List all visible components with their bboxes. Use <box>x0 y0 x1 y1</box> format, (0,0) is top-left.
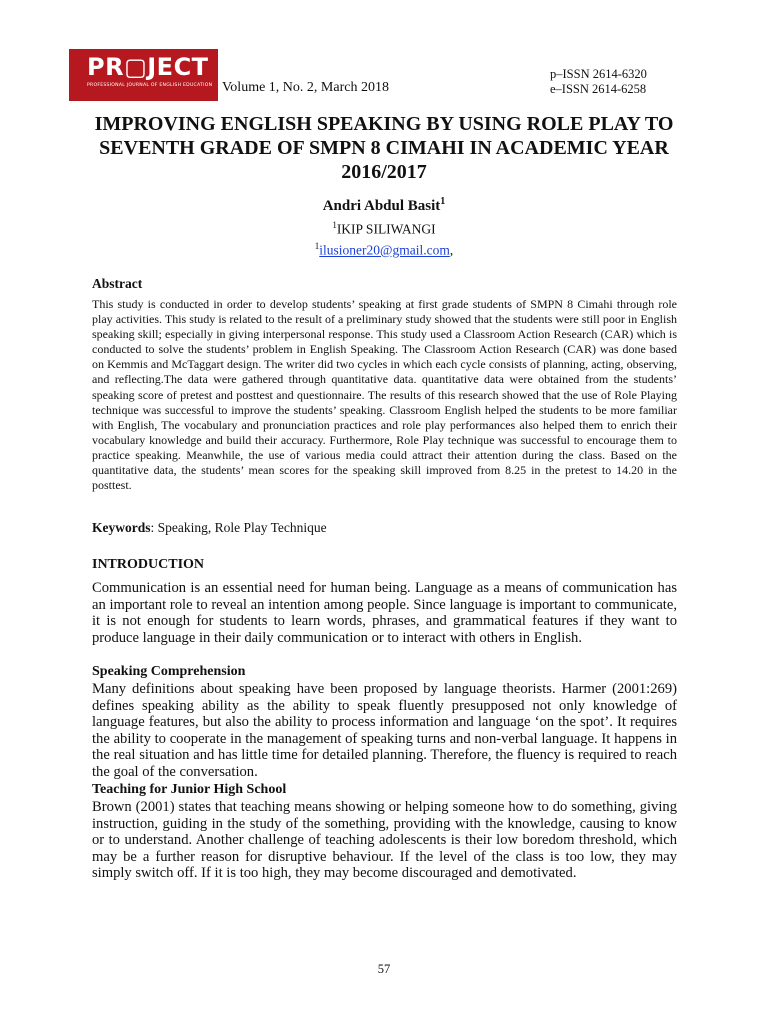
logo-tagline: PROFESSIONAL JOURNAL OF ENGLISH EDUCATION <box>87 83 213 88</box>
author-superscript: 1 <box>440 196 446 207</box>
abstract-body: This study is conducted in order to develop students’ speaking at first grade students of SMPN 8 Cimahi through role play activities. This study is related to the result of a preliminary study showed that the students were still poor in English speaking skill; especially in giving interpersonal response. This study used a Classroom Action Research (CAR) which is conducted to solve the students’ problem in English Speaking. The Classroom Action Research (CAR) was done based on Kemmis and McTaggart design. The writer did two cycles in which each cycle consists of planning, acting, observing, and reflecting.The data were gathered through quantitative data. quantitative data were obtained from the students’ speaking score of pretest and posttest and questionnaire. The results of this research showed that the use of Role Playing technique was successful to improve the students’ speaking. Classroom English helped the students to be more familiar with English, The vocabulary and pronunciation practices and role play performances also helped them to enrich their vocabulary knowledge and build their accuracy. Furthermore, Role Play technique was successful to encourage them to practice speaking. Meanwhile, the use of various media could attract their attention during the class. Based on the quantitative data, the students’ mean scores for the speaking skill improved from 8.25 in the pretest to 14.20 in the posttest. <box>92 297 677 493</box>
introduction-paragraph-1: Communication is an essential need for human being. Language as a means of communication has an important role to reveal an intention among people. Since language is important to communicate, it is not enough for students to learn words, phrases, and grammatical features if they want to produce language in their daily communication or to interact with others in English. <box>92 580 677 646</box>
keywords-line <box>92 520 327 536</box>
keywords-label: Keywords <box>92 520 151 535</box>
issn-block <box>550 67 647 97</box>
affiliation: IKIP SILIWANGI <box>336 221 436 237</box>
volume-info: Volume 1, No. 2, March 2018 <box>222 80 389 95</box>
affiliation-superscript: 1 <box>332 220 337 230</box>
page-number: 57 <box>377 962 391 976</box>
journal-logo <box>69 49 218 101</box>
affiliation-line <box>0 220 768 238</box>
email-superscript: 1 <box>314 241 320 251</box>
p-issn: p–ISSN 2614-6320 <box>550 67 647 81</box>
keywords-value: : Speaking, Role Play Technique <box>150 520 327 535</box>
speaking-comprehension-paragraph: Many definitions about speaking have been proposed by language theorists. Harmer (2001:269) defines speaking ability as the ability to speak fluently presupposed not only knowledge of language features, but also the ability to process information and language ‘on the spot’. It requires the ability to cooperate in the management of speaking turns and non-verbal language. It happens in the real situation and has little time for detailed planning. Therefore, the fluency is required to reach the goal of the conversation. <box>92 681 677 780</box>
teaching-junior-high-paragraph: Brown (2001) states that teaching means showing or helping someone how to do something, giving instruction, guiding in the study of the something, providing with the knowledge, causing to know or to understand. Another challenge of teaching adolescents is their low boredom threshold, which may be a further reason for disruptive behaviour. If the level of the class is too low, they may simply switch off. If it is too high, they may become discouraged and demotivated. <box>92 799 677 882</box>
article-title: IMPROVING ENGLISH SPEAKING BY USING ROLE PLAY TO SEVENTH GRADE OF SMPN 8 CIMAHI IN ACADEMIC YEAR 2016/2017 <box>94 113 674 183</box>
email-suffix: , <box>449 242 454 258</box>
teaching-junior-high-heading: Teaching for Junior High School <box>92 782 287 797</box>
e-issn: e–ISSN 2614-6258 <box>550 82 647 96</box>
abstract-heading: Abstract <box>92 276 143 291</box>
introduction-heading: INTRODUCTION <box>92 557 205 572</box>
author-line <box>0 196 768 215</box>
logo-wordmark: PR▢JECT <box>87 53 209 81</box>
speaking-comprehension-heading: Speaking Comprehension <box>92 664 246 679</box>
email-link[interactable]: ilusioner20@gmail.com <box>319 242 450 258</box>
email-line <box>0 241 768 259</box>
author-name: Andri Abdul Basit <box>322 198 441 214</box>
